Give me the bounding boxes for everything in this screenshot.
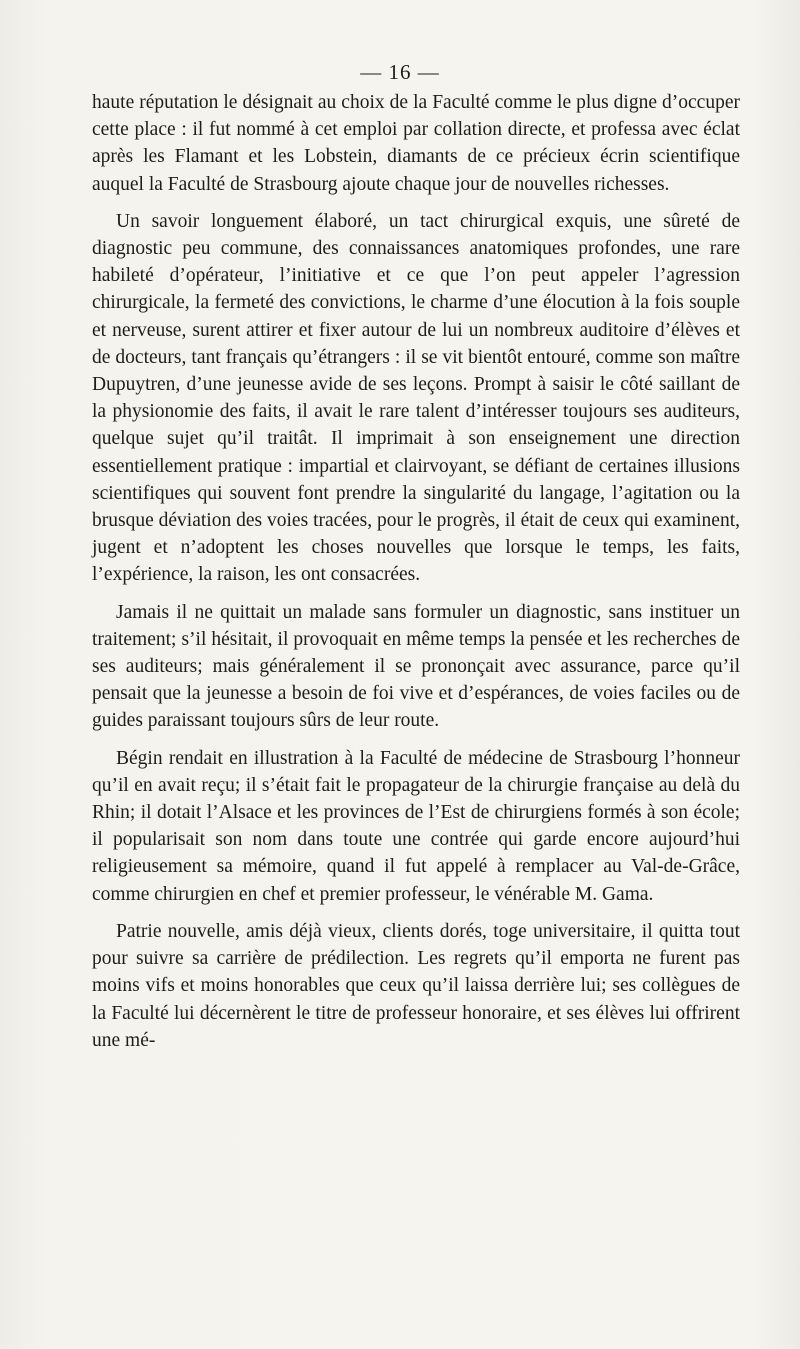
paragraph-1: haute réputation le désignait au choix de la Faculté comme le plus digne d’occuper cette place : il fut nommé à cet emploi par collation directe, et professa avec éclat après les Flamant et les Lobstein, diamants de ce précieux écrin scientifique auquel la Faculté de Strasbourg ajoute chaque jour de nouvelles richesses. [92,92,740,195]
paragraph-5: Patrie nouvelle, amis déjà vieux, clients dorés, toge universitaire, il quitta tout pour suivre sa carrière de prédilection. Les regrets qu’il emporta ne furent pas moins vifs et moins honorables que ceux qu’il laissa derrière lui; ses collègues de la Faculté lui décernèrent le titre de professeur honoraire, et ses élèves lui offrirent une mé- [92,920,740,1051]
paragraph-3: Jamais il ne quittait un malade sans formuler un diagnostic, sans instituer un traitement; s’il hésitait, il provoquait en même temps la pensée et les recherches de ses auditeurs; mais généralement il se prononçait avec assurance, parce qu’il pensait que la jeunesse a besoin de foi vive et d’espérances, de voies faciles ou de guides paraissant toujours sûrs de leur route. [92,601,740,732]
page-number: — 16 — [360,60,440,84]
body-text [92,89,740,1064]
paragraph-2: Un savoir longuement élaboré, un tact chirurgical exquis, une sûreté de diagnostic peu commune, des connaissances anatomiques profondes, une rare habileté d’opérateur, l’initiative et ce que l’on peut appeler l’agression chirurgicale, la fermeté des convictions, le charme d’une élocution à la fois souple et nerveuse, surent attirer et fixer autour de lui un nombreux auditoire d’élèves et de docteurs, tant français qu’étrangers : il se vit bientôt entouré, comme son maître Dupuytren, d’une jeunesse avide de ses leçons. Prompt à saisir le côté saillant de la physionomie des faits, il avait le rare talent d’intéresser toujours ses auditeurs, quelque sujet qu’il traitât. Il imprimait à son enseignement une direction essentiellement pratique : impartial et clairvoyant, se défiant de certaines illusions scientifiques qui souvent font prendre la singularité du langage, l’agitation ou la brusque déviation des voies tracées, pour le progrès, il était de ceux qui examinent, jugent et n’adoptent les choses nouvelles que lorsque le temps, les faits, l’expérience, la raison, les ont consacrées. [92,210,740,586]
paragraph-4: Bégin rendait en illustration à la Faculté de médecine de Strasbourg l’honneur qu’il en avait reçu; il s’était fait le propagateur de la chirurgie française au delà du Rhin; il dotait l’Alsace et les provinces de l’Est de chirurgiens formés à son école; il popularisait son nom dans toute une contrée qui garde encore aujourd’hui religieusement sa mémoire, quand il fut appelé à remplacer au Val-de-Grâce, comme chirurgien en chef et premier professeur, le vénérable M. Gama. [92,747,740,905]
